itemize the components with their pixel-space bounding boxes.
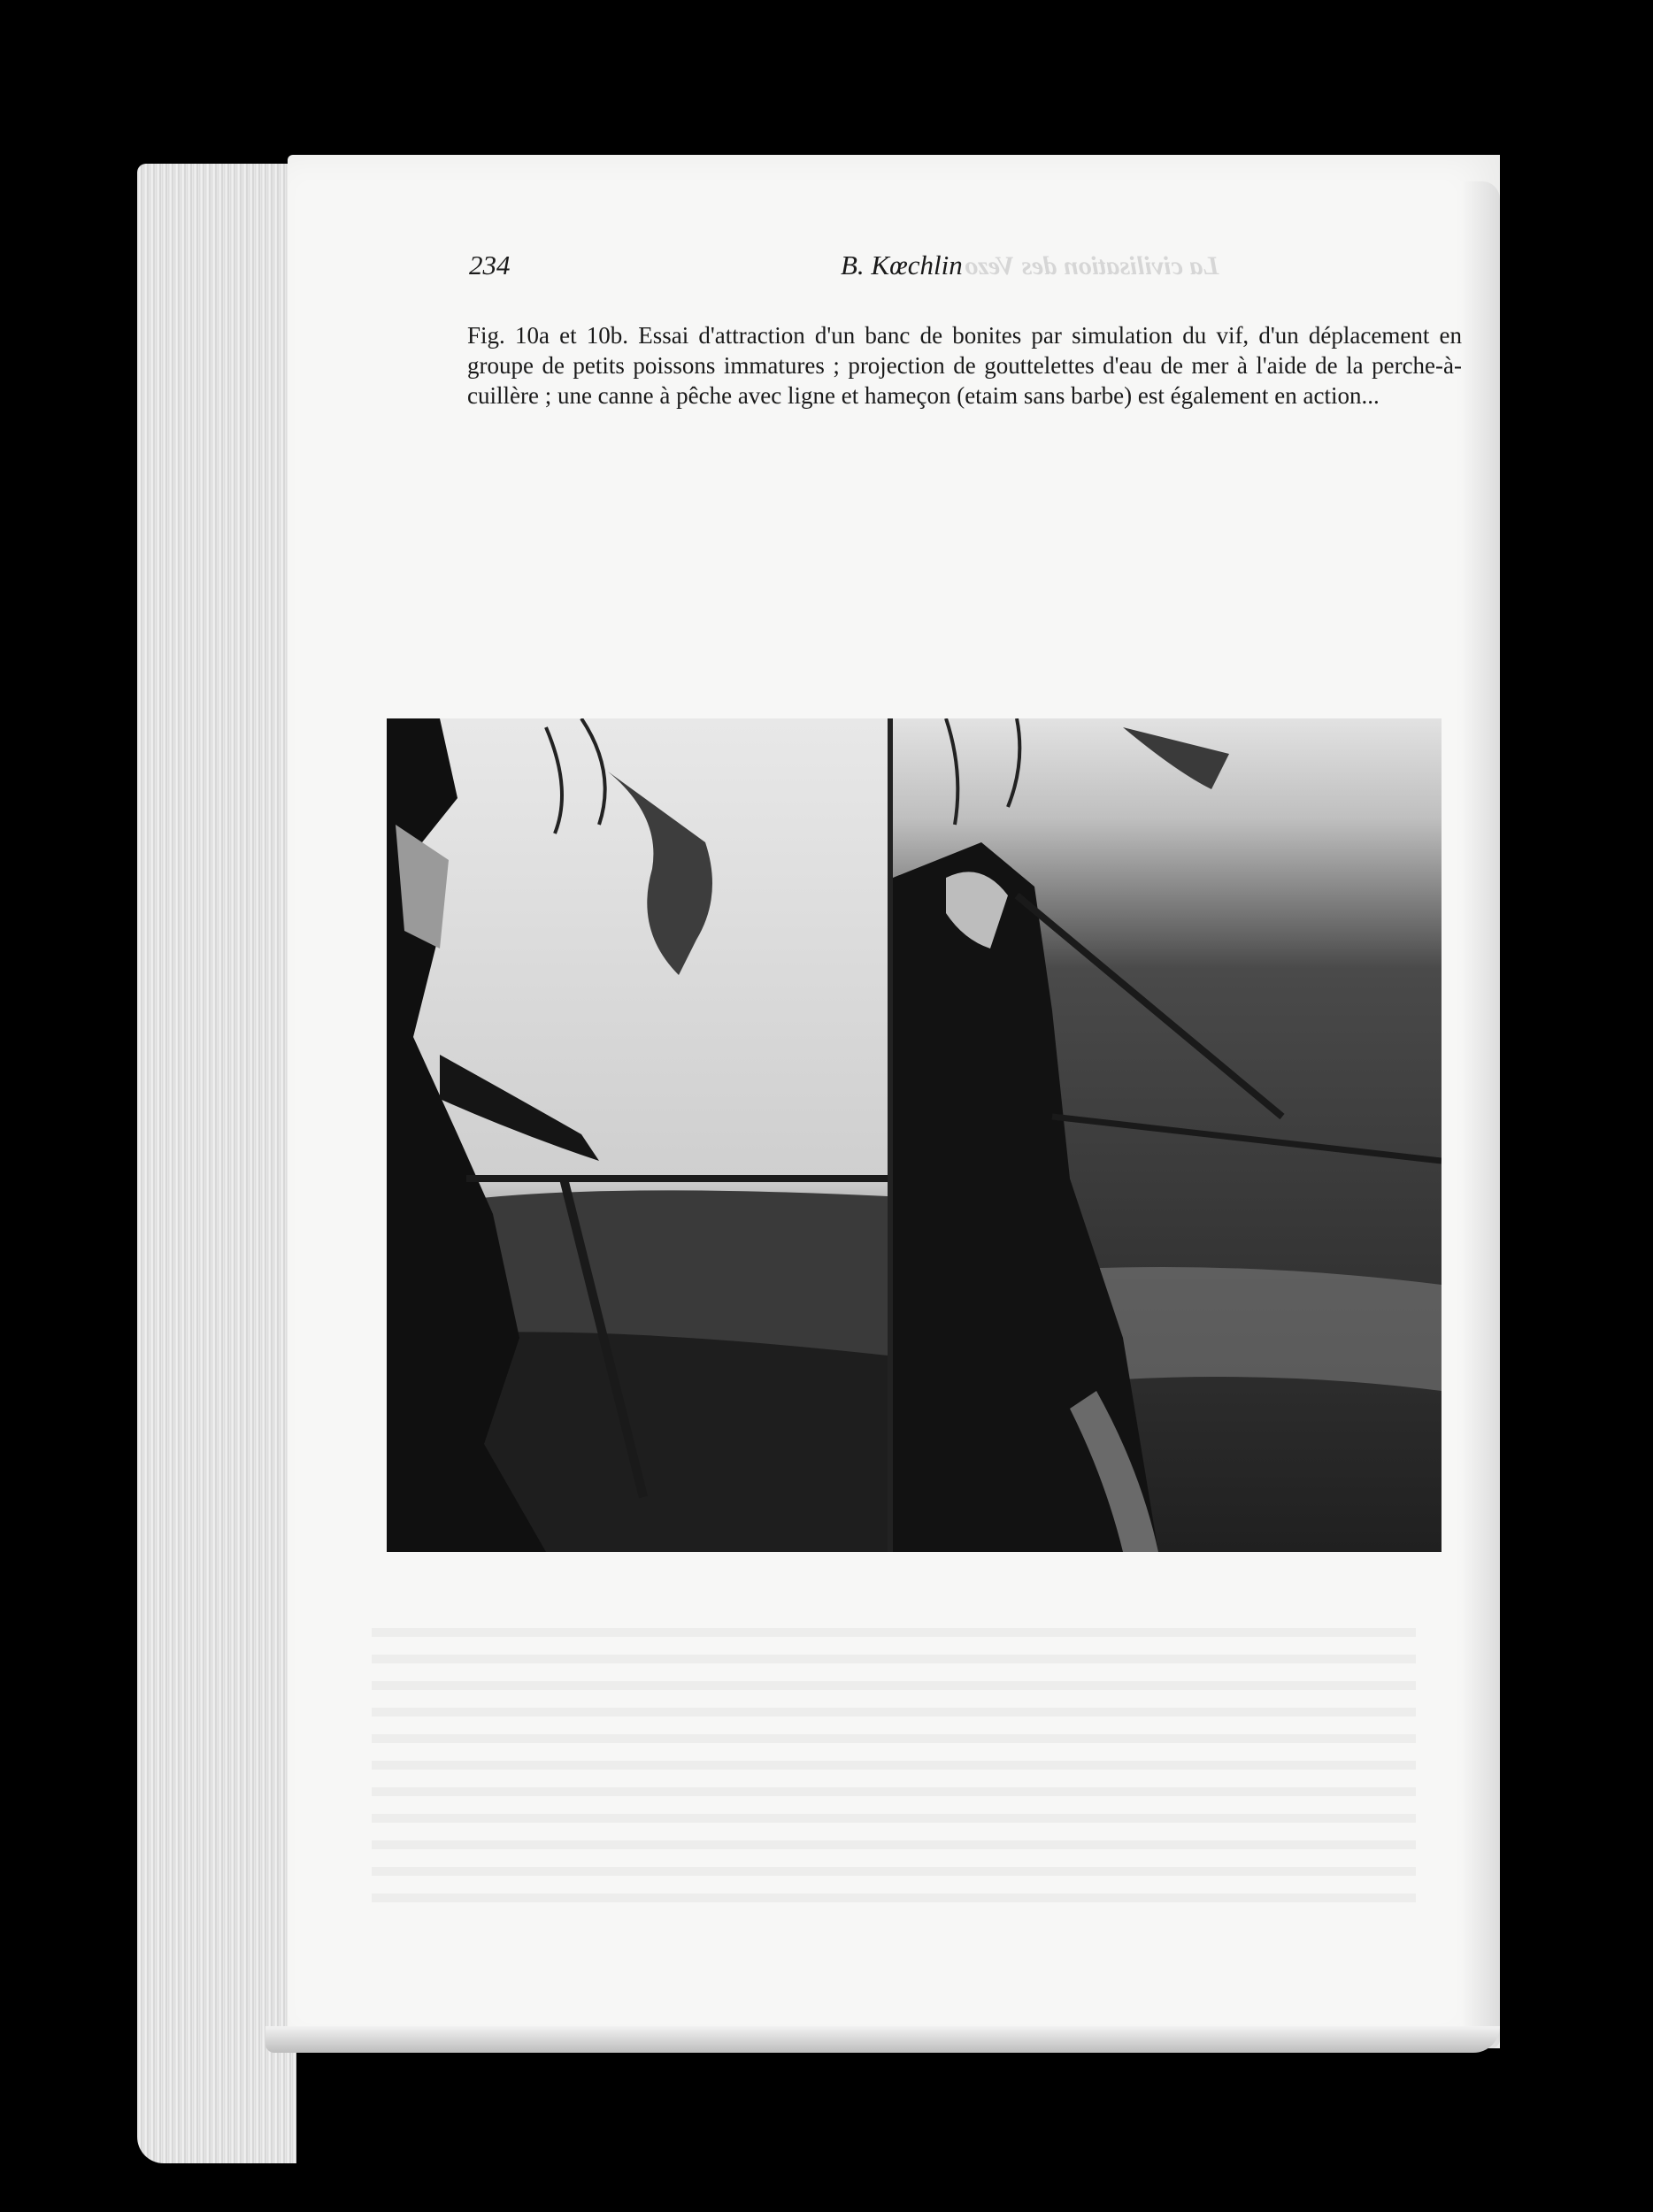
running-head-author: B. Kœchlin <box>841 250 963 280</box>
photo-10a-image <box>387 718 888 1552</box>
figure-caption: Fig. 10a et 10b. Essai d'attraction d'un banc de bonites par simulation du vif, d'un déplacement en groupe de petits poissons immatures ; projection de gouttelettes d'eau de mer à l'aide de la perche-à-cuillère ; une canne à pêche avec ligne et hameçon (etaim sans barbe) est également en action... <box>467 322 1462 409</box>
running-head <box>469 250 1451 285</box>
photo-10b-image <box>893 718 1442 1552</box>
page-number: 234 <box>469 250 511 280</box>
book-page-edges <box>137 164 296 2163</box>
bleed-through-text: La civilisation des Vezo <box>965 251 1219 280</box>
photo-10b <box>893 718 1442 1552</box>
photo-10a <box>387 718 888 1552</box>
figure-photos <box>387 718 1442 1552</box>
page-bottom-edge <box>265 2026 1500 2053</box>
page-curl <box>1460 181 1500 2048</box>
bleed-through-area <box>372 1610 1416 1902</box>
